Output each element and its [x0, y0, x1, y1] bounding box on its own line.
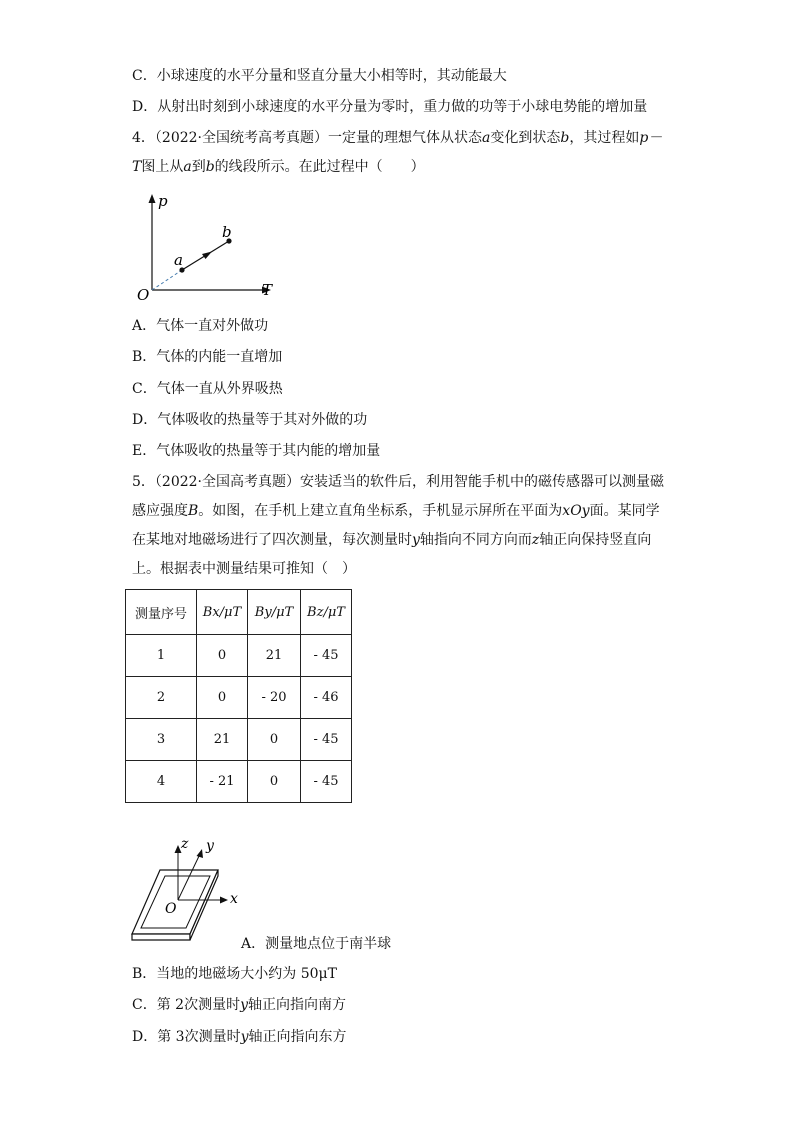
table-cell: - 45 [301, 719, 352, 761]
table-cell: 0 [248, 719, 301, 761]
header-index: 测量序号 [126, 590, 197, 635]
table-cell: 4 [126, 761, 197, 803]
table-cell: - 21 [197, 761, 248, 803]
q5-option-d: D．第 3次测量时y轴正向指向东方 [132, 1029, 347, 1045]
q4-option-d: D．气体吸收的热量等于其对外做的功 [132, 412, 368, 428]
table-cell: 21 [197, 719, 248, 761]
table-row [126, 761, 352, 803]
table-header-row [126, 590, 352, 635]
table-row [126, 719, 352, 761]
table-cell: 0 [197, 677, 248, 719]
y-axis-arrow [197, 849, 204, 858]
table-cell: 2 [126, 677, 197, 719]
header-bz: Bz/μT [301, 590, 352, 635]
label-b: b [222, 223, 232, 241]
axis-label-p: p [158, 192, 168, 210]
axis-label-z: z [181, 836, 189, 852]
header-bx: Bx/μT [197, 590, 248, 635]
axis-label-T: T [262, 281, 273, 299]
table-cell: - 46 [301, 677, 352, 719]
q5-option-a: A．测量地点位于南半球 [241, 936, 392, 952]
origin-label: O [165, 901, 177, 917]
q4-option-a: A．气体一直对外做功 [132, 318, 269, 334]
q5-stem: 5．（2022·全国高考真题）安装适当的软件后，利用智能手机中的磁传感器可以测量磁感应强度B。如图，在手机上建立直角坐标系，手机显示屏所在平面为xOy面。某同学在某地对地磁场进行了四次测量，每次测量时y轴指向不同方向而z轴正向保持竖直向上。根据表中测量结果可推知（ ） [132, 474, 664, 577]
q4-option-e: E．气体吸收的热量等于其内能的增加量 [132, 443, 381, 459]
q3-option-c: C．小球速度的水平分量和竖直分量大小相等时，其动能最大 [132, 68, 507, 84]
q5-option-c: C．第 2次测量时y轴正向指向南方 [132, 997, 346, 1013]
q4-option-c: C．气体一直从外界吸热 [132, 381, 283, 397]
table-cell: - 45 [301, 761, 352, 803]
phone-outer-edge-bottom [132, 934, 190, 940]
axis-label-y: y [206, 838, 214, 854]
table-cell: - 20 [248, 677, 301, 719]
table-cell: 3 [126, 719, 197, 761]
table-cell: 0 [197, 635, 248, 677]
table-cell: 1 [126, 635, 197, 677]
phone-figure [126, 830, 246, 952]
axis-label-x: x [230, 891, 238, 907]
q4-option-b: B．气体的内能一直增加 [132, 349, 283, 365]
table-cell: - 45 [301, 635, 352, 677]
direction-arrow [202, 252, 212, 260]
extension-dashed-line [152, 270, 182, 290]
q5-option-b: B．当地的地磁场大小约为 50μT [132, 966, 337, 982]
measurement-table [125, 589, 352, 803]
y-axis-arrow [149, 194, 156, 203]
x-axis-arrow [220, 897, 228, 904]
q4-pt-graph [128, 190, 288, 305]
table-row [126, 635, 352, 677]
table-cell: 0 [248, 761, 301, 803]
q3-option-d: D．从射出时刻到小球速度的水平分量为零时，重力做的功等于小球电势能的增加量 [132, 99, 648, 115]
origin-label: O [137, 286, 150, 304]
q4-stem: 4．（2022·全国统考高考真题）一定量的理想气体从状态a变化到状态b，其过程如p－T图上从a到b的线段所示。在此过程中（ ） [132, 130, 663, 175]
table-cell: 21 [248, 635, 301, 677]
label-a: a [174, 251, 183, 269]
table-row [126, 677, 352, 719]
header-by: By/μT [248, 590, 301, 635]
